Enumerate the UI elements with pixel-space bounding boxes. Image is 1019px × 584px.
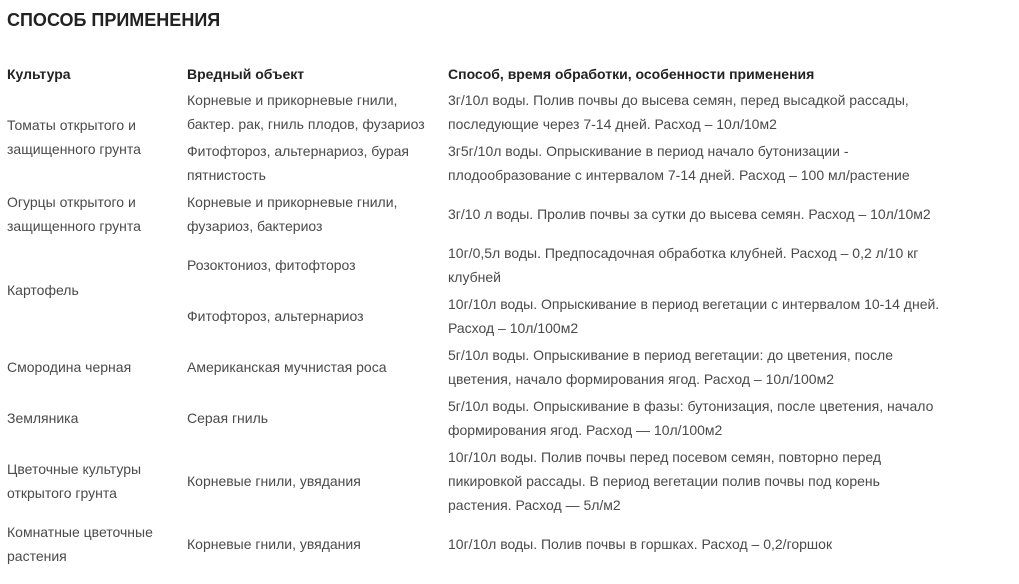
pest-line: Корневые гнили, увядания — [187, 535, 361, 552]
method-line: плодообразование с интервалом 7-14 дней. Расход – 100 мл/растение — [448, 166, 910, 183]
pest-line: Серая гниль — [187, 409, 269, 426]
pest-cell — [180, 137, 441, 188]
method-cell — [441, 392, 1012, 443]
table-header-row — [0, 62, 1012, 86]
pest-cell — [180, 518, 441, 569]
pest-cell — [180, 188, 441, 239]
culture-line: Огурцы открытого и — [7, 193, 136, 210]
culture-cell — [0, 341, 180, 392]
table-row — [0, 518, 1012, 569]
pest-line: бактер. рак, гниль плодов, фузариоз — [187, 115, 425, 132]
section-title: СПОСОБ ПРИМЕНЕНИЯ — [7, 10, 221, 30]
culture-line: защищенного грунта — [7, 217, 141, 234]
method-line: цветения, начало формирования ягод. Расход – 10л/100м2 — [448, 370, 834, 387]
table-row — [0, 341, 1012, 392]
culture-cell — [0, 443, 180, 518]
method-cell — [441, 518, 1012, 569]
method-line: растения. Расход — 5л/м2 — [448, 496, 621, 513]
culture-line: растения — [7, 547, 67, 564]
pest-cell — [180, 239, 441, 290]
method-line: 10г/10л воды. Полив почвы перед посевом семян, повторно перед — [448, 448, 882, 465]
table-body — [0, 86, 1012, 569]
method-line: последующие через 7-14 дней. Расход – 10л/10м2 — [448, 115, 777, 132]
method-cell — [441, 188, 1012, 239]
method-line: 10г/10л воды. Полив почвы в горшках. Расход – 0,2/горшок — [448, 535, 833, 552]
culture-cell — [0, 392, 180, 443]
pest-line: Розоктониоз, фитофтороз — [187, 256, 356, 273]
pest-cell — [180, 443, 441, 518]
culture-line: Комнатные цветочные — [7, 523, 153, 540]
method-cell — [441, 290, 1012, 341]
culture-line: Цветочные культуры — [7, 460, 142, 477]
table-row — [0, 392, 1012, 443]
table-row — [0, 86, 1012, 137]
pest-cell — [180, 341, 441, 392]
culture-cell — [0, 239, 180, 341]
culture-line: открытого грунта — [7, 484, 117, 501]
method-cell — [441, 443, 1012, 518]
culture-line: Земляника — [7, 409, 79, 426]
culture-line: Картофель — [7, 282, 79, 298]
pest-line: Американская мучнистая роса — [187, 358, 387, 375]
method-line: 10г/10л воды. Опрыскивание в период вегетации с интервалом 10-14 дней. — [448, 295, 940, 312]
method-cell — [441, 137, 1012, 188]
table-row — [0, 443, 1012, 518]
pest-line: Корневые гнили, увядания — [187, 472, 361, 489]
method-line: 3г/10л воды. Полив почвы до высева семян, перед высадкой рассады, — [448, 91, 909, 108]
method-cell — [441, 341, 1012, 392]
header-pest: Вредный объект — [187, 66, 305, 82]
culture-cell — [0, 518, 180, 569]
pest-cell — [180, 86, 441, 137]
pest-line: фузариоз, бактериоз — [187, 217, 323, 234]
culture-line: Томаты открытого и — [7, 117, 136, 133]
table-row — [0, 188, 1012, 239]
method-line: 3г/10 л воды. Пролив почвы за сутки до высева семян. Расход – 10л/10м2 — [448, 205, 931, 222]
pest-line: Фитофтороз, альтернариоз, бурая — [187, 142, 410, 159]
header-culture: Культура — [7, 66, 71, 82]
culture-line: Смородина черная — [7, 358, 132, 375]
method-line: 10г/0,5л воды. Предпосадочная обработка клубней. Расход – 0,2 л/10 кг — [448, 244, 919, 261]
pest-line: пятнистость — [187, 166, 266, 183]
method-line: формирования ягод. Расход — 10л/100м2 — [448, 421, 723, 438]
method-line: пикировкой рассады. В период вегетации полив почвы под корень — [448, 472, 880, 489]
pest-cell — [180, 290, 441, 341]
method-line: 5г/10л воды. Опрыскивание в фазы: бутонизация, после цветения, начало — [448, 397, 934, 414]
table-row — [0, 239, 1012, 290]
method-cell — [441, 86, 1012, 137]
pest-line: Корневые и прикорневые гнили, — [187, 193, 398, 210]
method-cell — [441, 239, 1012, 290]
culture-cell — [0, 188, 180, 239]
header-method: Способ, время обработки, особенности применения — [448, 66, 815, 82]
pest-line: Корневые и прикорневые гнили, — [187, 91, 398, 108]
culture-cell — [0, 86, 180, 188]
pest-line: Фитофтороз, альтернариоз — [187, 307, 364, 324]
usage-table — [0, 62, 1012, 569]
method-line: 5г/10л воды. Опрыскивание в период вегетации: до цветения, после — [448, 346, 893, 363]
culture-line: защищенного грунта — [7, 141, 141, 157]
pest-cell — [180, 392, 441, 443]
method-line: клубней — [448, 268, 501, 285]
method-line: Расход – 10л/100м2 — [448, 319, 579, 336]
method-line: 3г5г/10л воды. Опрыскивание в период начало бутонизации - — [448, 142, 849, 159]
